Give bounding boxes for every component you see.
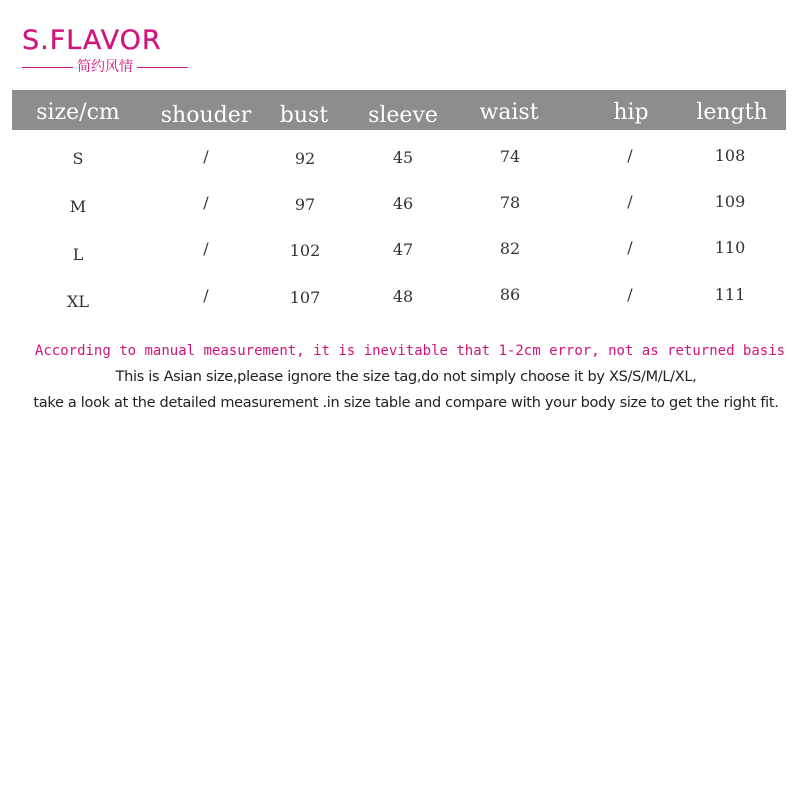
cell-waist: 78 bbox=[499, 193, 521, 212]
cell-shoulder: / bbox=[203, 286, 209, 305]
measurement-disclaimer: According to manual measurement, it is inevitable that 1-2cm error, not as returned basis bbox=[34, 343, 786, 359]
cell-hip: / bbox=[627, 192, 633, 211]
cell-bust: 97 bbox=[294, 195, 316, 214]
cell-hip: / bbox=[627, 238, 633, 257]
cell-bust: 92 bbox=[294, 149, 316, 168]
column-header-bust: bust bbox=[279, 103, 329, 128]
cell-size: M bbox=[69, 197, 87, 216]
cell-length: 110 bbox=[714, 238, 746, 257]
cell-waist: 86 bbox=[499, 285, 521, 304]
divider-right bbox=[137, 67, 188, 68]
cell-hip: / bbox=[627, 146, 633, 165]
cell-hip: / bbox=[627, 285, 633, 304]
cell-waist: 82 bbox=[499, 239, 521, 258]
size-table-header bbox=[12, 90, 786, 130]
cell-length: 111 bbox=[714, 285, 746, 304]
cell-sleeve: 46 bbox=[392, 194, 414, 213]
cell-sleeve: 47 bbox=[392, 240, 414, 259]
column-header-length: length bbox=[696, 100, 768, 125]
cell-waist: 74 bbox=[499, 147, 521, 166]
cell-bust: 102 bbox=[289, 241, 321, 260]
cell-shoulder: / bbox=[203, 193, 209, 212]
cell-sleeve: 48 bbox=[392, 287, 414, 306]
column-header-size: size/cm bbox=[36, 100, 120, 125]
brand-subtitle-row bbox=[22, 59, 188, 75]
brand-name: S.FLAVOR bbox=[22, 25, 162, 56]
column-header-sleeve: sleeve bbox=[368, 103, 438, 128]
cell-length: 108 bbox=[714, 146, 746, 165]
cell-size: XL bbox=[66, 292, 89, 311]
compare-size-note: take a look at the detailed measurement .in size table and compare with your body size to get the right fit. bbox=[33, 395, 779, 411]
cell-size: L bbox=[72, 245, 84, 264]
cell-shoulder: / bbox=[203, 239, 209, 258]
cell-sleeve: 45 bbox=[392, 148, 414, 167]
cell-shoulder: / bbox=[203, 147, 209, 166]
brand-subtitle: 简约风情 bbox=[77, 59, 133, 75]
column-header-waist: waist bbox=[479, 100, 539, 125]
column-header-shoulder: shouder bbox=[160, 103, 252, 128]
cell-bust: 107 bbox=[289, 288, 321, 307]
asian-size-note: This is Asian size,please ignore the size tag,do not simply choose it by XS/S/M/L/XL, bbox=[115, 369, 697, 385]
brand-logo bbox=[22, 26, 192, 76]
cell-size: S bbox=[72, 149, 84, 168]
divider-left bbox=[22, 67, 73, 68]
cell-length: 109 bbox=[714, 192, 746, 211]
column-header-hip: hip bbox=[613, 100, 649, 125]
